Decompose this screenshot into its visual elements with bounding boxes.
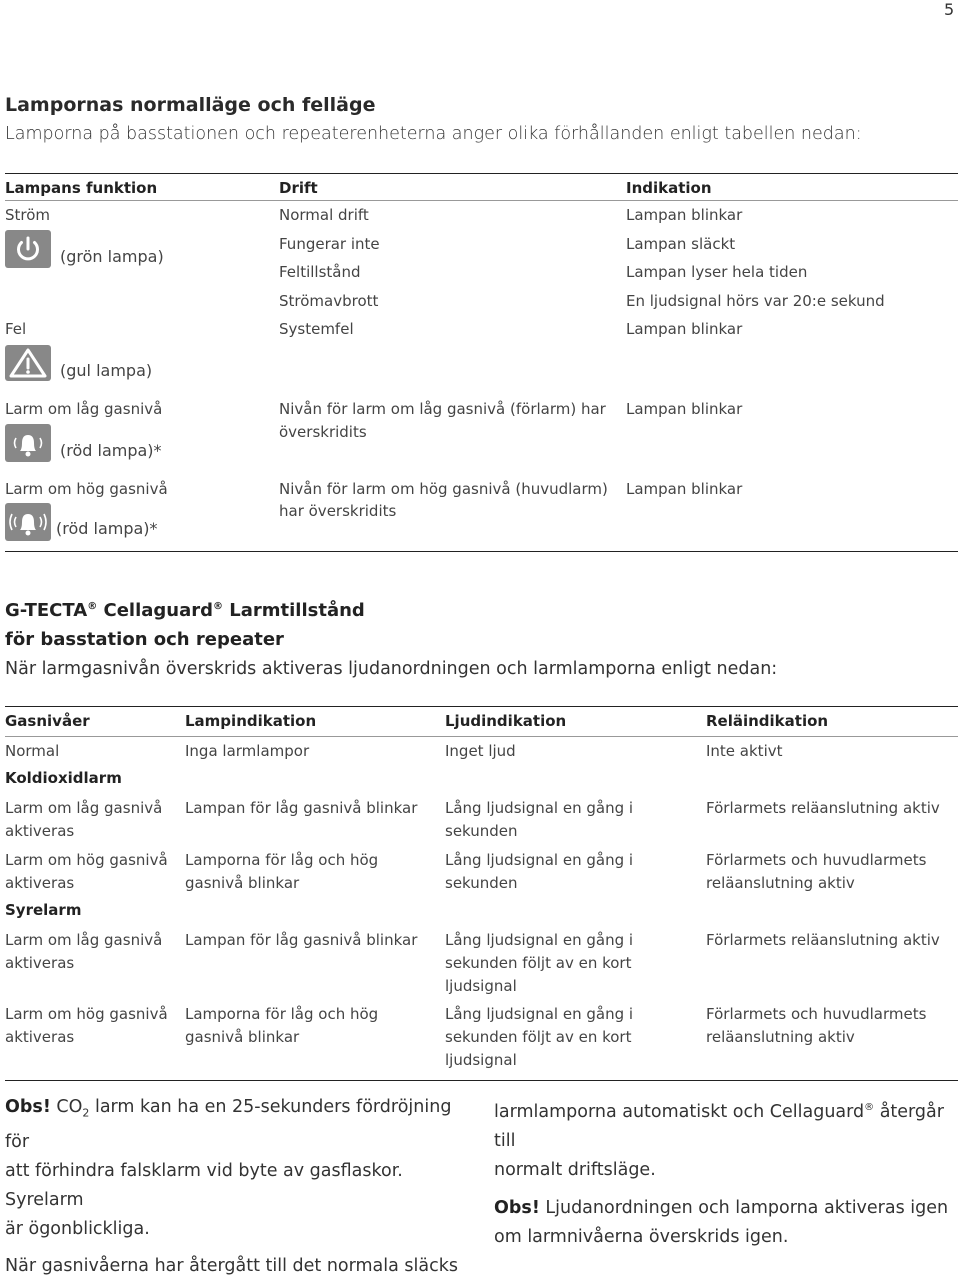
co-low-gas2: aktiveras [5, 822, 75, 840]
table2-bottom-rule [5, 1080, 958, 1081]
header-gas: Gasnivåer [5, 712, 90, 730]
o2-low-sound3: ljudsignal [445, 977, 517, 995]
fel-drift: Systemfel [279, 320, 354, 338]
table1-bottom-rule [5, 551, 958, 552]
fel-ind: Lampan blinkar [626, 320, 743, 338]
low-drift-line1: Nivån för larm om låg gasnivå (förlarm) har [279, 400, 606, 418]
header-operation: Drift [279, 179, 318, 197]
co-high-gas2: aktiveras [5, 874, 75, 892]
normal-relay: Inte aktivt [706, 742, 783, 760]
section2-title-line2: för basstation och repeater [5, 629, 284, 650]
section1-subtitle: Lamporna på basstationen och repeaterenheterna anger olika förhållanden enligt tabellen nedan: [5, 124, 862, 144]
normal-lamp: Inga larmlampor [185, 742, 310, 760]
power-ind-1: Lampan släckt [626, 235, 736, 253]
section2-description: När larmgasnivån överskrids aktiveras ljudanordningen och larmlamporna enligt nedan: [5, 659, 778, 679]
note-left [5, 1093, 475, 1281]
row-strom-label: Ström [5, 206, 51, 224]
co-low-sound2: sekunden [445, 822, 518, 840]
section2-title: G-TECTA® Cellaguard® Larmtillstånd [5, 600, 365, 621]
co-low-gas1: Larm om låg gasnivå [5, 799, 163, 817]
o2-high-sound3: ljudsignal [445, 1051, 517, 1069]
o2-high-relay1: Förlarmets och huvudlarmets [706, 1005, 927, 1023]
o2-high-gas2: aktiveras [5, 1028, 75, 1046]
note-right [494, 1093, 956, 1252]
table1-header-rule [5, 200, 958, 201]
row-fel-label: Fel [5, 320, 27, 338]
o2-high-sound1: Lång ljudsignal en gång i [445, 1005, 634, 1023]
header-relay: Reläindikation [706, 712, 829, 730]
high-drift-line1: Nivån för larm om hög gasnivå (huvudlarm) [279, 480, 608, 498]
power-ind-0: Lampan blinkar [626, 206, 743, 224]
yellow-lamp-label: (gul lampa) [60, 361, 153, 380]
table2-top-rule [5, 706, 958, 707]
co-high-sound1: Lång ljudsignal en gång i [445, 851, 634, 869]
co-high-sound2: sekunden [445, 874, 518, 892]
o2-high-sound2: sekunden följt av en kort [445, 1028, 632, 1046]
o2-low-lamp: Lampan för låg gasnivå blinkar [185, 931, 418, 949]
o2-high-lamp2: gasnivå blinkar [185, 1028, 300, 1046]
table1-top-rule [5, 173, 958, 174]
note-right-line1: larmlamporna automatiskt och Cellaguard® återgår till [494, 1101, 944, 1151]
row-high-label: Larm om hög gasnivå [5, 480, 168, 498]
high-ind: Lampan blinkar [626, 480, 743, 498]
co-high-lamp1: Lamporna för låg och hög [185, 851, 379, 869]
green-lamp-label: (grön lampa) [60, 247, 164, 266]
bell-low-icon [5, 424, 51, 462]
co-low-lamp: Lampan för låg gasnivå blinkar [185, 799, 418, 817]
note-left-line2: att förhindra falsklarm vid byte av gasflaskor. Syrelarm [5, 1160, 403, 1210]
note-left-line4: När gasnivåerna har återgått till det normala släcks [5, 1255, 459, 1276]
o2-low-gas1: Larm om låg gasnivå [5, 931, 163, 949]
co-low-relay: Förlarmets reläanslutning aktiv [706, 799, 940, 817]
power-ind-2: Lampan lyser hela tiden [626, 263, 808, 281]
o2-low-sound1: Lång ljudsignal en gång i [445, 931, 634, 949]
normal-gas: Normal [5, 742, 60, 760]
o2-low-relay: Förlarmets reläanslutning aktiv [706, 931, 940, 949]
co-high-lamp2: gasnivå blinkar [185, 874, 300, 892]
co-high-relay2: reläanslutning aktiv [706, 874, 855, 892]
normal-sound: Inget ljud [445, 742, 516, 760]
power-icon [5, 230, 51, 268]
power-drift-1: Fungerar inte [279, 235, 380, 253]
section1-title: Lampornas normalläge och felläge [5, 94, 376, 116]
o2-high-lamp1: Lamporna för låg och hög [185, 1005, 379, 1023]
header-sound: Ljudindikation [445, 712, 567, 730]
red-lamp-high-label: (röd lampa)* [56, 519, 158, 538]
power-drift-2: Feltillstånd [279, 263, 361, 281]
row-low-label: Larm om låg gasnivå [5, 400, 163, 418]
o2-high-gas1: Larm om hög gasnivå [5, 1005, 168, 1023]
note-right-line3: Obs! Ljudanordningen och lamporna aktiveras igen [494, 1197, 949, 1218]
bell-high-icon [5, 503, 51, 541]
warning-icon [5, 345, 51, 381]
o2-low-gas2: aktiveras [5, 954, 75, 972]
co-group-title: Koldioxidlarm [5, 769, 122, 787]
page-number: 5 [944, 0, 955, 19]
header-indication: Indikation [626, 179, 712, 197]
co-high-gas1: Larm om hög gasnivå [5, 851, 168, 869]
low-drift-line2: överskridits [279, 423, 367, 441]
table2-header-rule [5, 736, 958, 737]
note-left-line3: är ögonblickliga. [5, 1218, 150, 1239]
red-lamp-low-label: (röd lampa)* [60, 441, 162, 460]
o2-high-relay2: reläanslutning aktiv [706, 1028, 855, 1046]
note-right-line2: normalt driftsläge. [494, 1159, 656, 1180]
co-high-relay1: Förlarmets och huvudlarmets [706, 851, 927, 869]
power-drift-3: Strömavbrott [279, 292, 379, 310]
low-ind: Lampan blinkar [626, 400, 743, 418]
o2-low-sound2: sekunden följt av en kort [445, 954, 632, 972]
note-right-line4: om larmnivåerna överskrids igen. [494, 1226, 789, 1247]
note-left-line1: Obs! $CO_2$ larm kan ha en 25-sekunders fördröjning för [5, 1097, 452, 1152]
co-low-sound1: Lång ljudsignal en gång i [445, 799, 634, 817]
power-ind-3: En ljudsignal hörs var 20:e sekund [626, 292, 885, 310]
power-drift-0: Normal drift [279, 206, 369, 224]
header-lamp: Lampindikation [185, 712, 317, 730]
o2-group-title: Syrelarm [5, 901, 82, 919]
header-function: Lampans funktion [5, 179, 158, 197]
high-drift-line2: har överskridits [279, 502, 397, 520]
